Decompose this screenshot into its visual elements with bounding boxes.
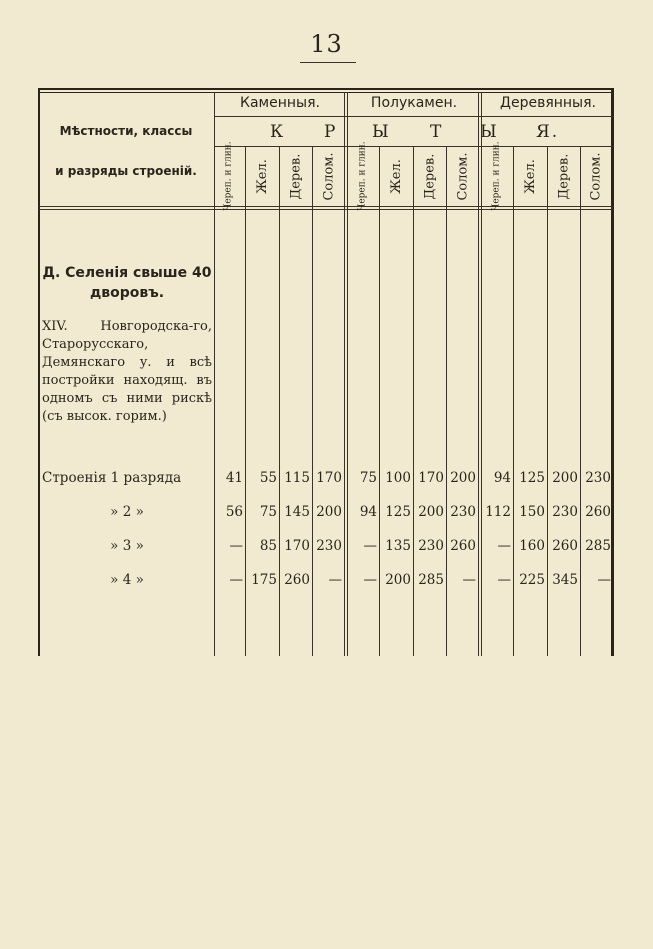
subcol-wood-straw: Солом. [588,151,604,201]
table-cell: — [363,572,377,588]
table-cell: 85 [259,538,277,554]
table-cell: 285 [585,538,611,554]
table-cell: 200 [385,572,411,588]
table-cell: — [328,572,342,588]
kryty-letter-2: Р [324,122,338,142]
table-cell: 225 [519,572,545,588]
subcol-stone-iron: Жел. [254,158,270,194]
table-cell: 230 [450,504,476,520]
table-cell: 94 [359,504,377,520]
table-cell: 135 [385,538,411,554]
kryty-letter-5: Ы [480,122,499,142]
subcol-wood-tile: Череп. и глин. [492,141,502,211]
subcol-semi-iron: Жел. [388,158,404,194]
subsection-description: XIV. Новгородска-го, Старорусскаго, Демянскаго у. и всѣ постройки находящ. въ одномъ съ ними рискѣ (съ высок. горим.) [42,319,212,424]
kryty-letter-6: Я. [536,122,560,142]
group-polukamen: Полукамен. [370,95,458,111]
page-number: 13 [310,30,343,58]
subcol-semi-tile: Череп. и глин. [358,141,368,211]
table-cell: 230 [418,538,444,554]
row-label: » 2 » [110,504,144,520]
group-derevyannye: Деревянныя. [500,95,596,111]
table-cell: 260 [585,504,611,520]
table-cell: 230 [316,538,342,554]
table-cell: 260 [284,572,310,588]
stub-header-line2: и разряды строеній. [55,164,197,178]
table-cell: 345 [552,572,578,588]
table-cell: 170 [316,470,342,486]
table-cell: 160 [519,538,545,554]
table-cell: 170 [284,538,310,554]
table-cell: — [497,572,511,588]
row-label: » 3 » [110,538,144,554]
table-cell: 112 [485,504,511,520]
table-cell: 41 [225,470,243,486]
table-cell: 200 [418,504,444,520]
kryty-letter-4: Т [430,122,444,142]
table-cell: — [229,538,243,554]
header-rule-bottom [38,206,614,207]
table-cell: 150 [519,504,545,520]
table-cell: 94 [493,470,511,486]
table-cell: 175 [251,572,277,588]
row-label: » 4 » [110,572,144,588]
table-cell: — [462,572,476,588]
rate-table [38,88,614,656]
table-cell: — [597,572,611,588]
table-cell: 200 [450,470,476,486]
subcol-stone-tile: Череп. и глин. [224,141,234,211]
table-cell: 145 [284,504,310,520]
row-label: Строенія 1 разряда [42,470,182,486]
table-cell: 260 [552,538,578,554]
section-title: Д. Селенія свыше 40 дворовъ. [42,265,212,301]
table-cell: 75 [359,470,377,486]
table-cell: — [229,572,243,588]
table-cell: 55 [259,470,277,486]
subcol-semi-straw: Солом. [455,151,471,201]
table-cell: 100 [385,470,411,486]
subcol-wood-wood: Дерев. [556,153,572,199]
header-rule-groups [214,116,614,117]
group-kamennye: Каменныя. [240,95,320,111]
table-cell: — [363,538,377,554]
header-rule-bottom2 [38,209,614,210]
kryty-letter-1: К [270,122,286,142]
table-cell: 200 [316,504,342,520]
table-cell: 75 [259,504,277,520]
table-cell: 260 [450,538,476,554]
kryty-letter-3: Ы [372,122,391,142]
stub-header-line1: Мѣстности, классы [59,124,193,138]
table-cell: 285 [418,572,444,588]
table-cell: 125 [519,470,545,486]
subcol-wood-iron: Жел. [522,158,538,194]
table-cell: 230 [552,504,578,520]
table-cell: 56 [225,504,243,520]
table-cell: 230 [585,470,611,486]
table-cell: 115 [284,470,310,486]
table-cell: — [497,538,511,554]
table-cell: 200 [552,470,578,486]
page-number-rule [300,62,356,63]
table-cell: 125 [385,504,411,520]
subcol-stone-straw: Солом. [321,151,337,201]
subcol-semi-wood: Дерев. [422,153,438,199]
table-cell: 170 [418,470,444,486]
subcol-stone-wood: Дерев. [288,153,304,199]
